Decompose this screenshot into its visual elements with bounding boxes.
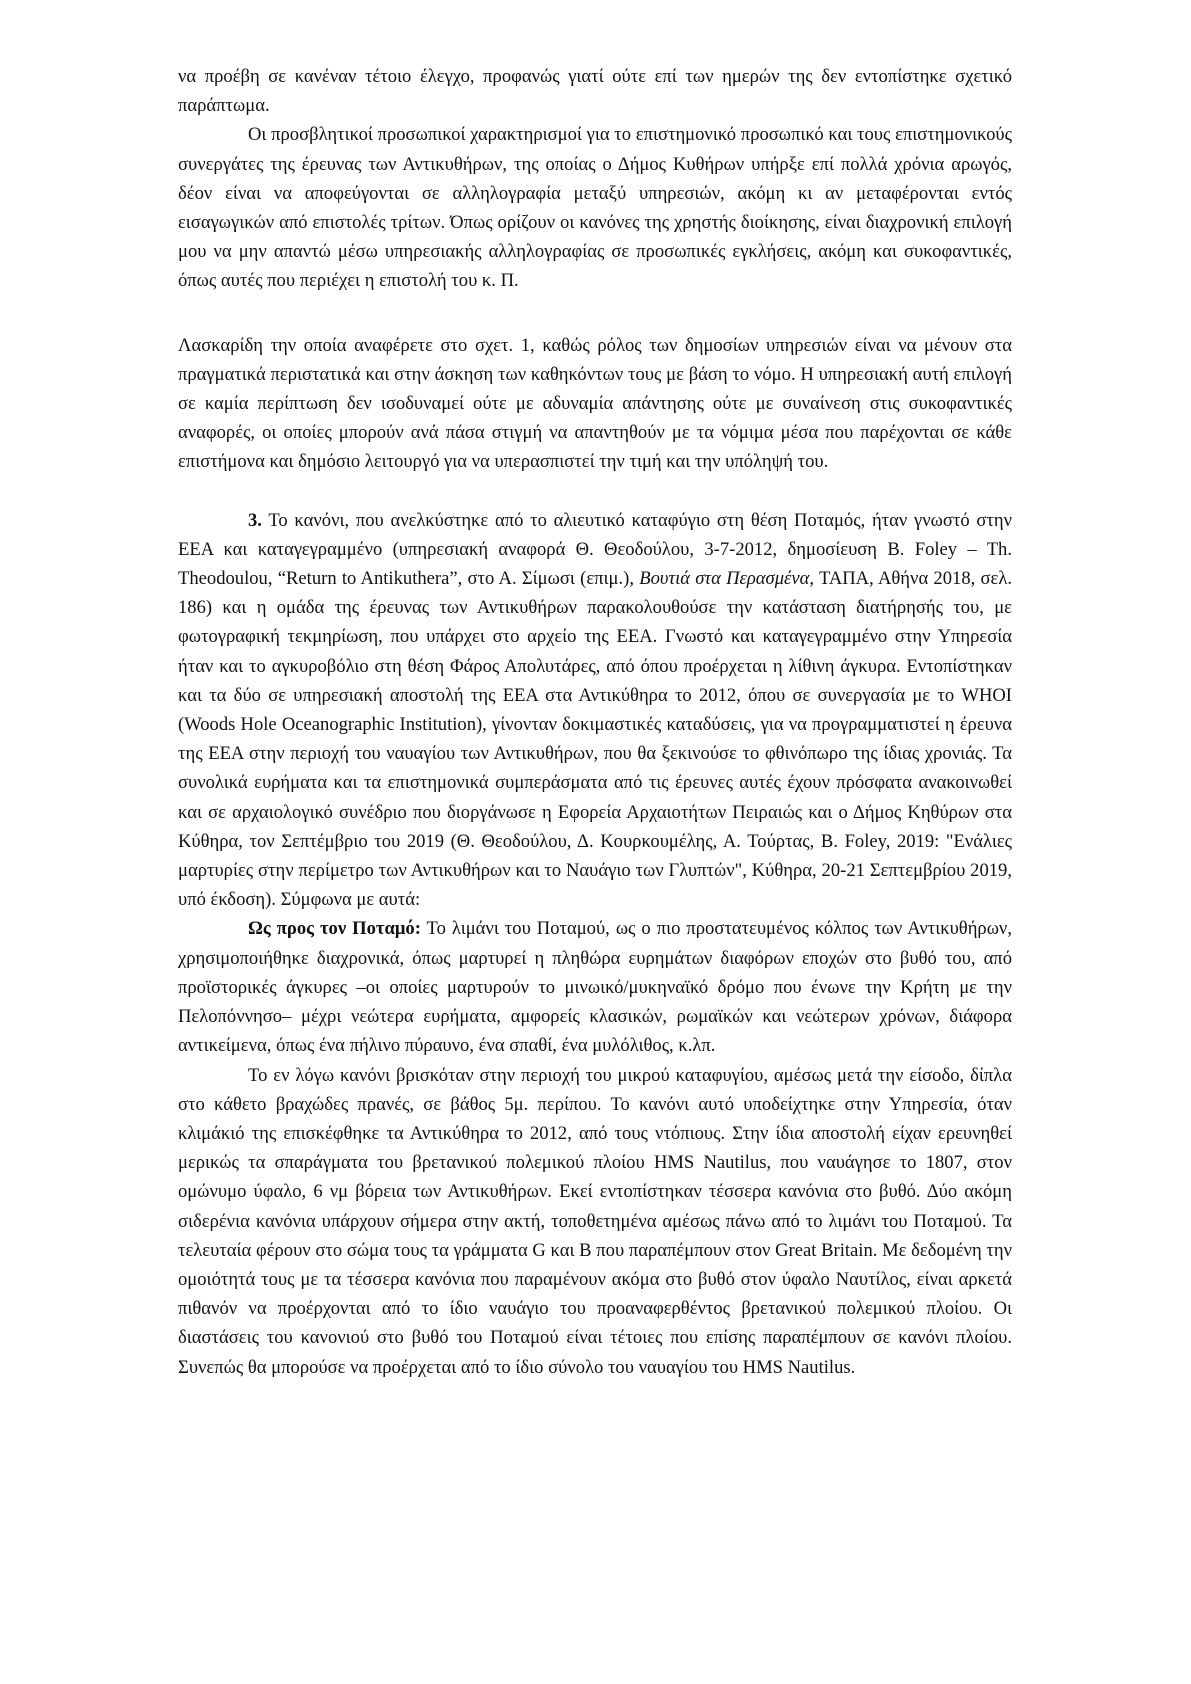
paragraph-cannon: Το εν λόγω κανόνι βρισκόταν στην περιοχή του μικρού καταφυγίου, αμέσως μετά την είσοδο, δίπλα στο κάθετο βραχώδες πρανές, σε βάθος 5μ. περίπου. Το κανόνι αυτό υποδείχτηκε στην Υπηρεσία, όταν κλιμάκιό της επισκέφθηκε τα Αντικύθηρα το 2012, από τους ντόπιους. Στην ίδια αποστολή είχαν ερευνηθεί μερικώς τα σπαράγματα του βρετανικού πολεμικού πλοίου HMS Nautilus, που ναυάγησε το 1807, στον ομώνυμο ύφαλο, 6 νμ βόρεια των Αντικυθήρων. Εκεί εντοπίστηκαν τέσσερα κανόνια στο βυθό. Δύο ακόμη σιδερένια κανόνια υπάρχουν σήμερα στην ακτή, τοποθετημένα αμέσως πάνω από το λιμάνι του Ποταμού. Τα τελευταία φέρουν στο σώμα τους τα γράμματα G και B που παραπέμπουν στον Great Britain. Με δεδομένη την ομοιότητά τους με τα τέσσερα κανόνια που παραμένουν ακόμα στο βυθό στον ύφαλο Ναυτίλος, είναι αρκετά πιθανόν να προέρχονται από το ίδιο ναυάγιο του προαναφερθέντος βρετανικού πολεμικού πλοίου. Οι διαστάσεις του κανονιού στο βυθό του Ποταμού είναι τέτοιες που επίσης παραπέμπουν σε κανόνι πλοίου. Συνεπώς θα μπορούσε να προέρχεται από το ίδιο σύνολο του ναυαγίου του HMS Nautilus.: [178, 1064, 1012, 1378]
paragraph-potamos: [178, 914, 1012, 1060]
potamos-text: Το λιμάνι του Ποταμού, ως ο πιο προστατευμένος κόλπος των Αντικυθήρων, χρησιμοποιήθηκε διαχρονικά, όπως μαρτυρεί η πληθώρα ευρημάτων διαφόρων εποχών στο βυθό του, από προϊστορικές άγκυρες –οι οποίες μαρτυρούν το μινωικό/μυκηναϊκό δρόμο που ένωνε την Κρήτη με την Πελοπόννησο– μέχρι νεώτερα ευρήματα, αμφορείς κλασικών, ρωμαϊκών και νεώτερων χρόνων, διάφορα αντικείμενα, όπως ένα πήλινο πύραυνο, ένα σπαθί, ένα μυλόλιθος, κ.λπ.: [178, 918, 1012, 1057]
paragraph-section-3: [178, 506, 1012, 915]
paragraph-offensive-remarks: Οι προσβλητικοί προσωπικοί χαρακτηρισμοί για το επιστημονικό προσωπικό και τους επιστημονικούς συνεργάτες της έρευνας των Αντικυθήρων, της οποίας ο Δήμος Κυθήρων υπήρξε επί πολλά χρόνια αρωγός, δέον είναι να αποφεύγονται σε αλληλογραφία μεταξύ υπηρεσιών, ακόμη κι αν μεταφέρονται εντός εισαγωγικών από επιστολές τρίτων. Όπως ορίζουν οι κανόνες της χρηστής διοίκησης, είναι διαχρονική επιλογή μου να μην απαντώ μέσω υπηρεσιακής αλληλογραφίας σε προσωπικές εγκλήσεις, ακόμη και συκοφαντικές, όπως αυτές που περιέχει η επιστολή του κ. Π.: [178, 124, 1012, 292]
publication-title: Βουτιά στα Περασμένα: [639, 568, 810, 590]
paragraph-continuation: να προέβη σε κανέναν τέτοιο έλεγχο, προφανώς γιατί ούτε επί των ημερών της δεν εντοπίστηκε σχετικό παράπτωμα.: [178, 66, 1012, 117]
blank-line: [178, 477, 1012, 506]
section-number: 3.: [248, 509, 262, 531]
section-3-text-a: Το κανόνι, που ανελκύστηκε από το αλιευτικό καταφύγιο στη θέση Ποταμός, ήταν γνωστό στην ΕΕΑ και καταγεγραμμένο (υπηρεσιακή αναφορά Θ. Θεοδούλου, 3-7-2012, δημοσίευση B. Foley – Th. Theodoulou, “Return to Antikuthera”, στο Α. Σίμωσι (επιμ.),: [178, 509, 1012, 590]
section-3-text-b: , ΤΑΠΑ, Αθήνα 2018, σελ. 186) και η ομάδα της έρευνας των Αντικυθήρων παρακολουθούσε την κατάσταση διατήρησής του, με φωτογραφική τεκμηρίωση, που υπάρχει στο αρχείο της ΕΕΑ. Γνωστό και καταγεγραμμένο στην Υπηρεσία ήταν και το αγκυροβόλιο στη θέση Φάρος Απολυτάρες, από όπου προέρχεται η λίθινη άγκυρα. Εντοπίστηκαν και τα δύο σε υπηρεσιακή αποστολή της ΕΕΑ στα Αντικύθηρα το 2012, όπου σε συνεργασία με το WHOI (Woods Hole Oceanographic Institution), γίνονταν δοκιμαστικές καταδύσεις, για να προγραμματιστεί η έρευνα της ΕΕΑ στην περιοχή του ναυαγίου των Αντικυθήρων, που θα ξεκινούσε το φθινόπωρο της ίδιας χρονιάς. Τα συνολικά ευρήματα και τα επιστημονικά συμπεράσματα από τις έρευνες αυτές έχουν πρόσφατα ανακοινωθεί και σε αρχαιολογικό συνέδριο που διοργάνωσε η Εφορεία Αρχαιοτήτων Πειραιώς και ο Δήμος Κηθύρων στα Κύθηρα, τον Σεπτέμβριο του 2019 (Θ. Θεοδούλου, Δ. Κουρκουμέλης, Α. Τούρτας, B. Foley, 2019: "Ενάλιες μαρτυρίες στην περίμετρο των Αντικυθήρων και το Ναυάγιο των Γλυπτών", Κύθηρα, 20-21 Σεπτεμβρίου 2019, υπό έκδοση). Σύμφωνα με αυτά:: [178, 568, 1013, 911]
paragraph-laskaridis: Λασκαρίδη την οποία αναφέρετε στο σχετ. 1, καθώς ρόλος των δημοσίων υπηρεσιών είναι να μένουν στα πραγματικά περιστατικά και στην άσκηση των καθηκόντων τους με βάση το νόμο. Η υπηρεσιακή αυτή επιλογή σε καμία περίπτωση δεν ισοδυναμεί ούτε με αδυναμία απάντησης ούτε με συναίνεση στις συκοφαντικές αναφορές, οι οποίες μπορούν ανά πάσα στιγμή να απαντηθούν με τα νόμιμα μέσα που παρέχονται σε κάθε επιστήμονα και δημόσιο λειτουργό για να υπερασπιστεί την τιμή και την υπόληψή του.: [178, 334, 1012, 473]
blank-line: [178, 296, 1012, 331]
document-page: [178, 62, 1012, 1382]
potamos-heading: Ως προς τον Ποταμό:: [248, 918, 421, 940]
